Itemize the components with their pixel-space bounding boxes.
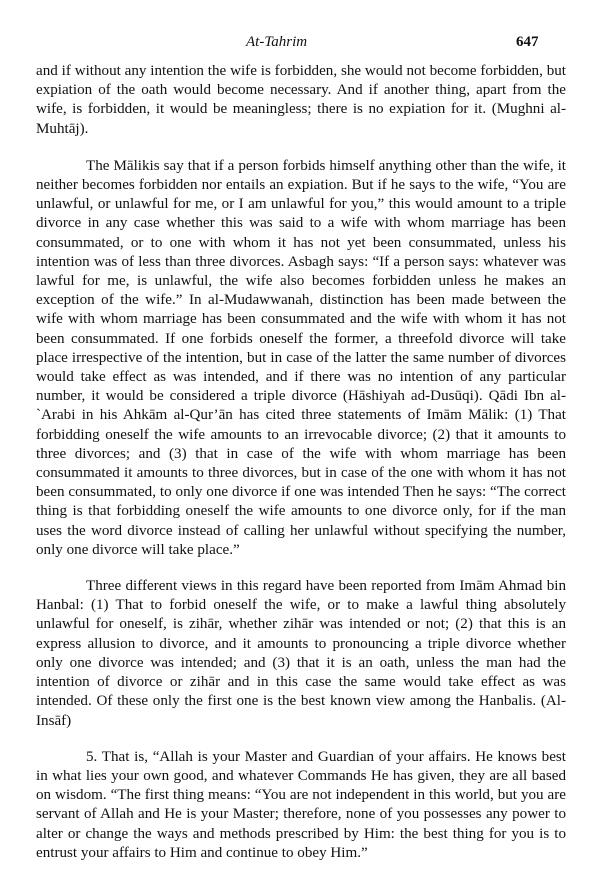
paragraph-hanbali-view: Three different views in this regard have been reported from Imām Ahmad bin Hanbal: (1) That to forbid oneself the wife, or to make a lawful thing absolutely unlawful for oneself, is zihār, whether zihār was intended or not; (2) that this is an express allusion to divorce, and it amounts to pronouncing a triple divorce whether only one divorce was intended; and (3) that it is an oath, unless the man had the intention of divorce or zihār and in this case the same would take effect as was intended. Of these only the first one is the best known view among the Hanbalis. (Al-Insāf) xyxy=(36,578,566,729)
page-number: 647 xyxy=(516,34,539,50)
page-body xyxy=(36,62,566,880)
running-head xyxy=(0,34,600,54)
paragraph-maliki-view: The Mālikis say that if a person forbids himself anything other than the wife, it neither becomes forbidden nor entails an expiation. But if he says to the wife, “You are unlawful, or unlawful for me, or I am unlawful for you,” this would amount to a triple divorce in any case whether this was said to a wife with whom marriage has been consummated, or to one with whom it has not yet been consummated, unless his intention was of less than three divorces. Asbagh says: “If a person says: whatever was lawful for me, is unlawful, the wife also becomes forbidden unless he makes an exception of the wife.” In al-Mudawwanah, distinction has been made between the wife with whom marriage has been consummated and the wife with whom it has not been consummated. If one forbids oneself the former, a threefold divorce will take place irrespective of the intention, but in case of the latter the same number of divorces would take effect as was intended, and if there was no intention of any particular number, it would be considered a triple divorce (Hāshiyah ad-Dusūqi). Qādi Ibn al-`Arabi in his Ahkām al-Qur’ān has cited three statements of Imām Mālik: (1) That forbidding oneself the wife amounts to an irrevocable divorce; (2) that it amounts to three divorces; and (3) that in case of the wife with whom marriage has been consummated it amounts to three divorces, but in case of the one with whom it has not been consummated, to only one divorce if one was intended Then he says: “The correct thing is that forbidding oneself the wife amounts to one divorce only, for if the man uses the word divorce instead of calling her unlawful without specifying the number, only one divorce will take place.” xyxy=(36,157,566,558)
paragraph-continuation: and if without any intention the wife is forbidden, she would not become forbidden, but expiation of the oath would become necessary. And if another thing, apart from the wife, is forbidden, it would be meaningless; there is no expiation for it. (Mughni al-Muhtāj). xyxy=(36,63,566,137)
note-5: 5. That is, “Allah is your Master and Guardian of your affairs. He knows best in what lies your own good, and whatever Commands He has given, they are all based on wisdom. “The first thing means: “You are not independent in this world, but you are servant of Allah and He is your Master; therefore, none of you possesses any power to alter or change the ways and methods prescribed by Him: the best thing for you is to entrust your affairs to Him and continue to obey Him.” xyxy=(36,748,566,861)
running-title: At-Tahrim xyxy=(246,34,308,50)
